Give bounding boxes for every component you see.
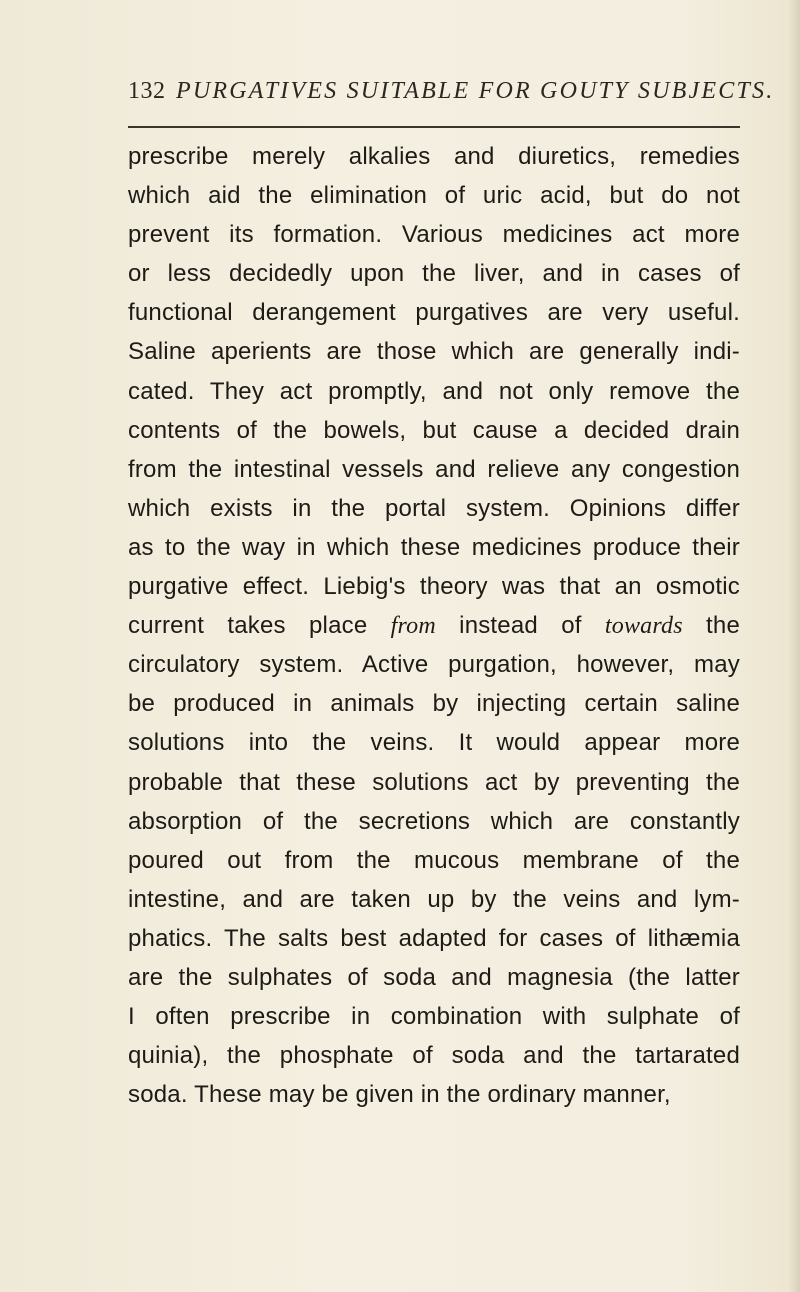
text-line: prevent its formation. Various medicines act more [128,221,740,249]
text-line: phatics. The salts best adapted for cases of lithæmia [128,924,740,952]
italic-word-from: from [390,613,436,640]
text-line: contents of the bowels, but cause a decided drain [128,416,740,444]
text-line: prescribe merely alkalies and diuretics, remedies [128,143,740,170]
text-line: which exists in the portal system. Opinions differ [128,494,740,522]
text-line: circulatory system. Active purgation, however, may [128,651,740,679]
text-line: which aid the elimination of uric acid, but do not [128,182,740,210]
line-segment: current takes place [128,612,391,640]
text-line: be produced in animals by injecting certain saline [128,690,740,718]
text-line: probable that these solutions act by preventing the [128,768,740,796]
text-line: quinia), the phosphate of soda and the tartarated [128,1042,740,1070]
text-line: absorption of the secretions which are constantly [128,807,740,835]
text-line: poured out from the mucous membrane of the [128,846,740,874]
line-segment: instead of [435,612,605,640]
text-line: functional derangement purgatives are very useful. [128,299,740,327]
running-head [128,78,775,118]
header-rule [128,126,740,128]
body-text [128,137,740,1114]
italic-word-towards: towards [604,613,683,640]
text-line: or less decidedly upon the liver, and in cases of [128,260,740,288]
text-line: cated. They act promptly, and not only remove the [128,377,740,405]
text-line: I often prescribe in combination with sulphate of [128,1003,740,1031]
text-line: from the intestinal vessels and relieve any congestion [128,455,740,483]
text-line: solutions into the veins. It would appear more [128,729,740,757]
text-line: Saline aperients are those which are generally indi- [128,338,740,366]
text-line: soda. These may be given in the ordinary manner, [128,1081,671,1109]
text-line: as to the way in which these medicines produce their [128,533,740,561]
running-title: PURGATIVES SUITABLE FOR GOUTY SUBJECTS. [175,78,775,104]
line-segment: the [682,612,741,640]
text-line: are the sulphates of soda and magnesia (the latter [128,963,740,991]
text-line-with-italics [128,606,740,645]
text-line: purgative effect. Liebig's theory was that an osmotic [128,573,740,601]
text-line: intestine, and are taken up by the veins and lym- [128,885,740,913]
page-edge-shadow [788,0,800,1292]
page-number: 132 [128,78,166,104]
